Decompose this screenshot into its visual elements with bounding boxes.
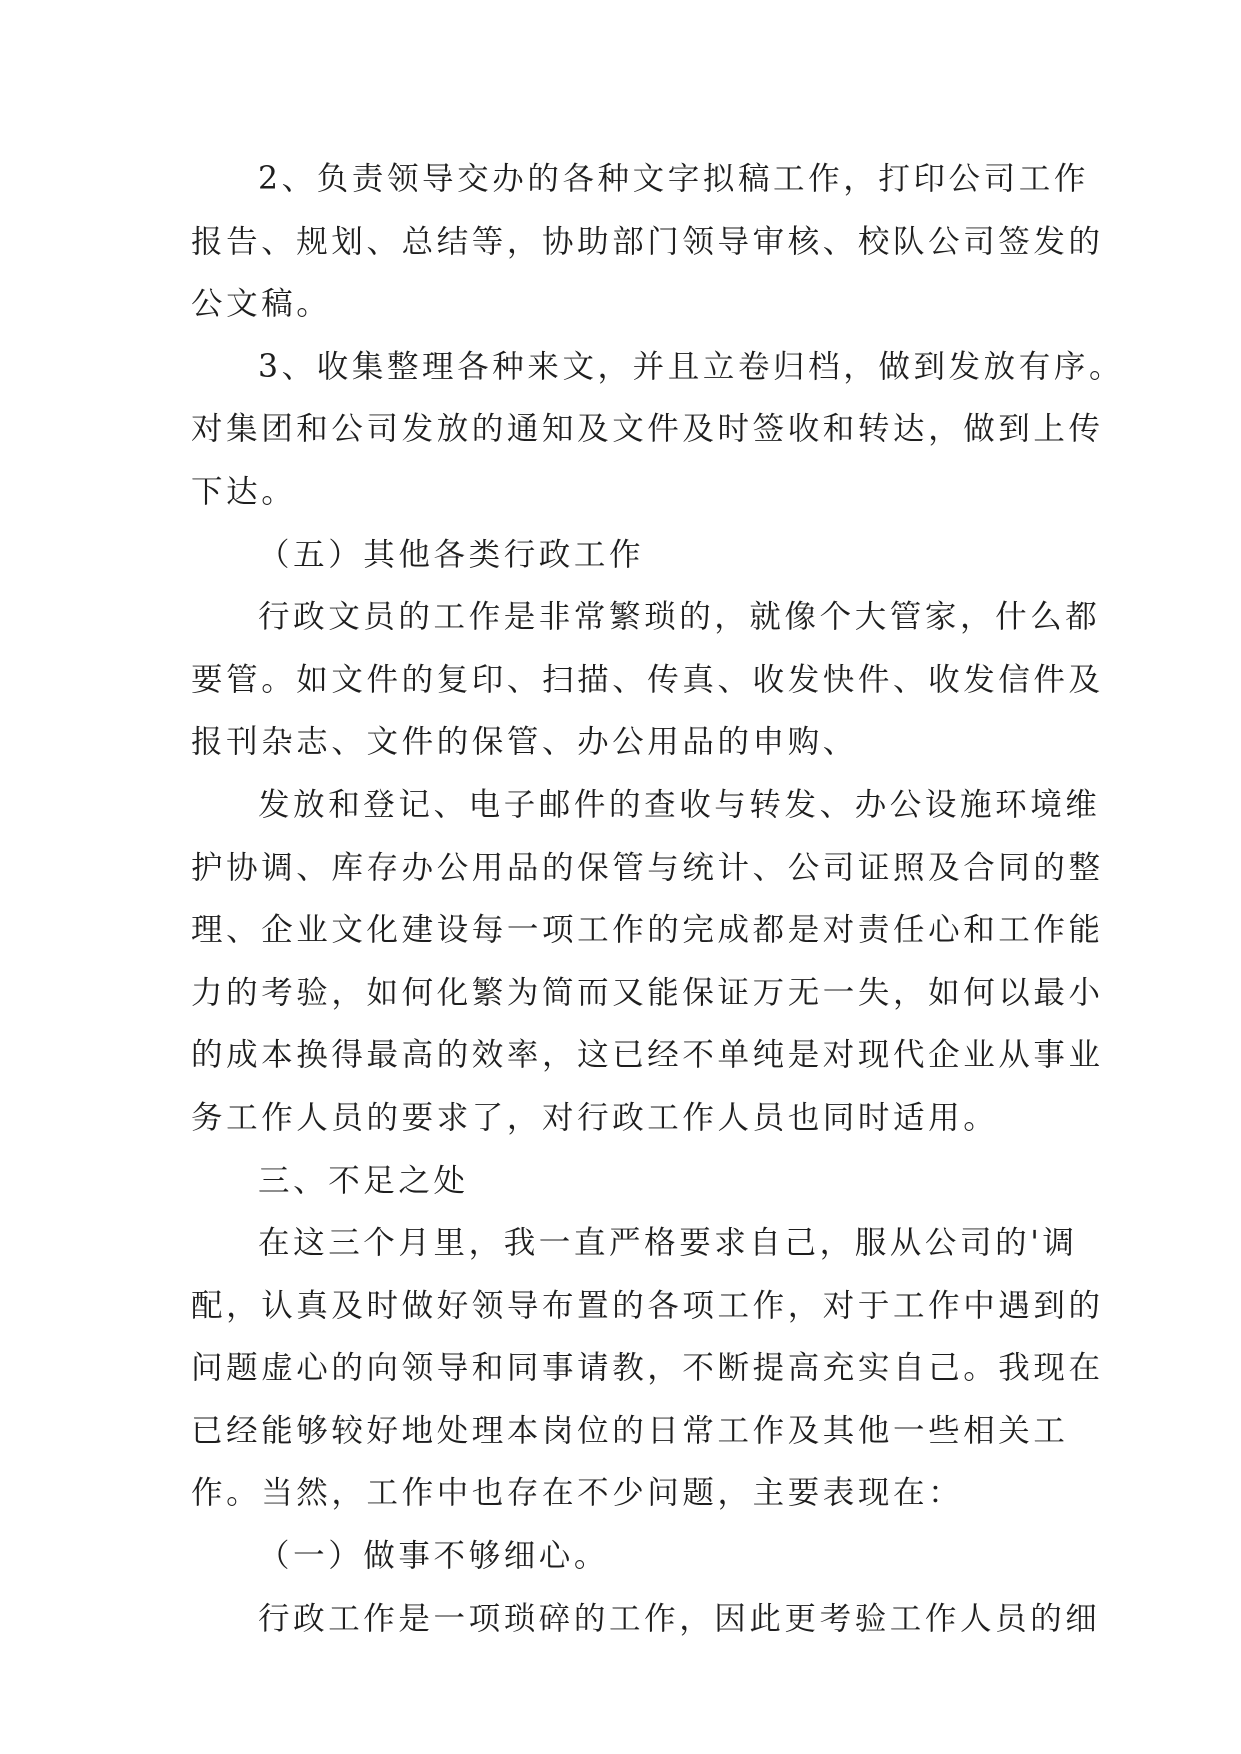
paragraph-line: 3、收集整理各种来文，并且立卷归档，做到发放有序。 bbox=[258, 348, 1125, 385]
paragraph-line: 报刊杂志、文件的保管、办公用品的申购、 bbox=[191, 724, 858, 761]
paragraph-line: 在这三个月里，我一直严格要求自己，服从公司的'调 bbox=[258, 1225, 1078, 1262]
paragraph-line: 理、企业文化建设每一项工作的完成都是对责任心和工作能 bbox=[191, 912, 1104, 949]
paragraph-line: 下达。 bbox=[191, 473, 297, 510]
paragraph-line: 力的考验，如何化繁为简而又能保证万无一失，如何以最小 bbox=[191, 974, 1104, 1011]
paragraph-line: 2、负责领导交办的各种文字拟稿工作，打印公司工作 bbox=[258, 161, 1089, 197]
paragraph-line: 对集团和公司发放的通知及文件及时签收和转达，做到上传 bbox=[191, 411, 1104, 448]
section-heading: 三、不足之处 bbox=[258, 1162, 469, 1199]
paragraph-line: 行政工作是一项琐碎的工作，因此更考验工作人员的细 bbox=[258, 1600, 1101, 1637]
paragraph-line: 行政文员的工作是非常繁琐的，就像个大管家，什么都 bbox=[258, 599, 1101, 636]
paragraph-line: 要管。如文件的复印、扫描、传真、收发快件、收发信件及 bbox=[191, 661, 1104, 698]
paragraph-line: 报告、规划、总结等，协助部门领导审核、校队公司签发的 bbox=[191, 223, 1104, 260]
paragraph-line: 已经能够较好地处理本岗位的日常工作及其他一些相关工 bbox=[191, 1412, 1069, 1449]
paragraph-line: 的成本换得最高的效率，这已经不单纯是对现代企业从事业 bbox=[191, 1037, 1104, 1074]
paragraph-line: 护协调、库存办公用品的保管与统计、公司证照及合同的整 bbox=[191, 849, 1104, 886]
paragraph-line: 问题虚心的向领导和同事请教，不断提高充实自己。我现在 bbox=[191, 1350, 1104, 1387]
section-heading: （五）其他各类行政工作 bbox=[258, 536, 645, 573]
paragraph-line: 发放和登记、电子邮件的查收与转发、办公设施环境维 bbox=[258, 786, 1101, 823]
paragraph-line: 作。当然，工作中也存在不少问题，主要表现在： bbox=[191, 1475, 964, 1512]
section-heading: （一）做事不够细心。 bbox=[258, 1538, 610, 1575]
paragraph-line: 配，认真及时做好领导布置的各项工作，对于工作中遇到的 bbox=[191, 1287, 1104, 1324]
document-body bbox=[191, 148, 1125, 1650]
paragraph-line: 务工作人员的要求了，对行政工作人员也同时适用。 bbox=[191, 1099, 999, 1136]
paragraph-line: 公文稿。 bbox=[191, 286, 332, 323]
